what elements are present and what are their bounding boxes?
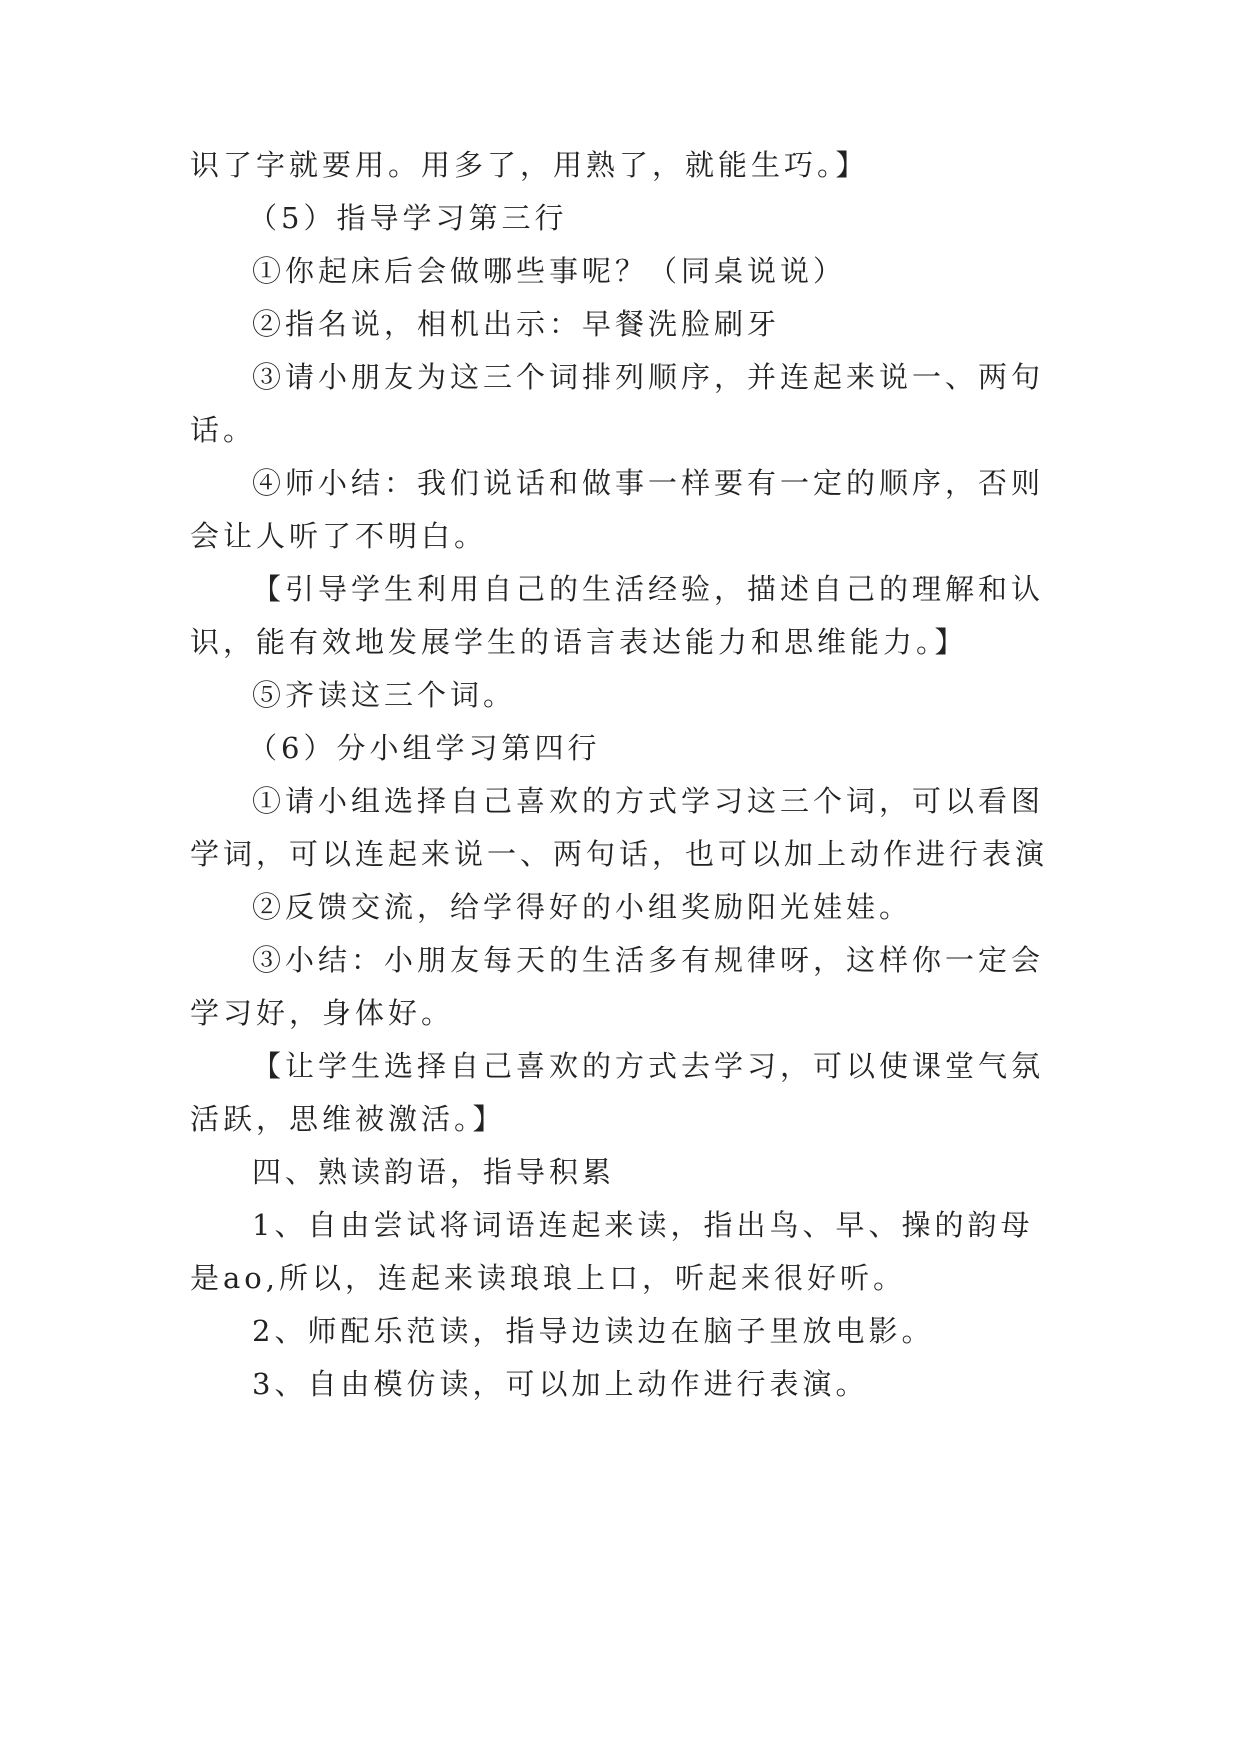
text-line: 3、自由模仿读，可以加上动作进行表演。: [252, 1367, 869, 1401]
text-line: ③请小朋友为这三个词排列顺序，并连起来说一、两句: [252, 360, 1045, 394]
section-heading: （6）分小组学习第四行: [248, 731, 601, 765]
text-line: ②反馈交流，给学得好的小组奖励阳光娃娃。: [252, 890, 913, 924]
text-line: 活跃，思维被激活。】: [190, 1102, 506, 1136]
text-line: 识了字就要用。用多了，用熟了，就能生巧。】: [190, 148, 869, 182]
text-line: 【让学生选择自己喜欢的方式去学习，可以使课堂气氛: [252, 1049, 1045, 1083]
section-heading: （5）指导学习第三行: [248, 201, 568, 235]
text-line: 学习好，身体好。: [190, 996, 455, 1030]
text-line: 识，能有效地发展学生的语言表达能力和思维能力。】: [190, 625, 968, 659]
text-line: ①请小组选择自己喜欢的方式学习这三个词，可以看图: [252, 784, 1045, 818]
text-line: ①你起床后会做哪些事呢？（同桌说说）: [252, 254, 847, 288]
text-line: 1、自由尝试将词语连起来读，指出鸟、早、操的韵母: [252, 1208, 1034, 1242]
text-line: 2、师配乐范读，指导边读边在脑子里放电影。: [252, 1314, 935, 1348]
text-line: ⑤齐读这三个词。: [252, 678, 517, 712]
text-line: 是ao,所以，连起来读琅琅上口，听起来很好听。: [190, 1261, 906, 1295]
text-line: ④师小结：我们说话和做事一样要有一定的顺序，否则: [252, 466, 1045, 500]
text-line: ②指名说，相机出示：早餐洗脸刷牙: [252, 307, 781, 341]
text-line: 会让人听了不明白。: [190, 519, 488, 553]
text-line: ③小结：小朋友每天的生活多有规律呀，这样你一定会: [252, 943, 1045, 977]
text-line: 【引导学生利用自己的生活经验，描述自己的理解和认: [252, 572, 1045, 606]
text-line: 话。: [190, 413, 257, 447]
text-line: 学词，可以连起来说一、两句话，也可以加上动作进行表演: [190, 837, 1049, 871]
section-heading: 四、熟读韵语，指导积累: [252, 1155, 616, 1189]
